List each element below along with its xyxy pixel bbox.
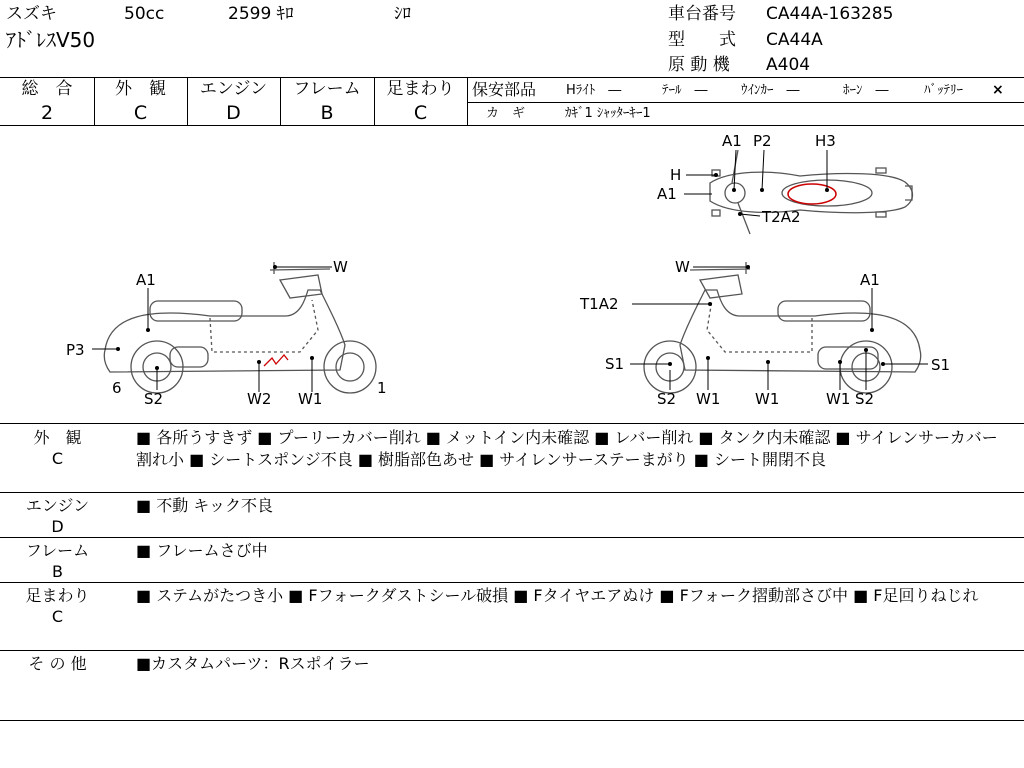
suspension-grade: C [413, 102, 428, 124]
label-right-w: W [675, 258, 690, 276]
battery-ng-mark: × [992, 82, 1004, 98]
key-value: ｶｷﾞ1 ｼｬｯﾀｰｷｰ1 [565, 106, 651, 121]
model-name: ｱﾄﾞﾚｽV50 [6, 28, 96, 52]
leader-lines [92, 150, 928, 392]
marker-dots [116, 173, 885, 370]
damage-mark [788, 184, 836, 204]
section-grade: D [51, 517, 64, 536]
frame-number-value: CA44A-163285 [766, 4, 894, 24]
suspension-label: 足まわり [386, 79, 455, 99]
label-top-a1b: A1 [657, 185, 677, 203]
damage-mark [264, 355, 288, 366]
damage-diagram [0, 126, 1024, 423]
label-right-s1: S1 [605, 355, 625, 373]
engine-model-label: 原 動 機 [668, 55, 730, 75]
engine-grade: D [226, 102, 241, 124]
label-left-1: 1 [377, 379, 387, 397]
label-right-s1b: S1 [931, 356, 951, 374]
label-left-p3: P3 [66, 341, 85, 359]
section-comment: ■ ステムがたつき小 ■ Fフォークダストシール破損 ■ Fタイヤエアぬけ ■ Fフォーク摺動部さび中 ■ F足回りねじれ [136, 586, 979, 605]
frame-number-label: 車台番号 [668, 4, 736, 24]
divider [0, 650, 1024, 651]
divider [0, 492, 1024, 493]
section-label: そ の 他 [28, 654, 87, 673]
section-label: 外 観 [33, 428, 82, 447]
label-top-a1: A1 [722, 132, 742, 150]
label-right-s2b: S2 [855, 390, 875, 408]
taillight-status: ﾃｰﾙ ― [662, 83, 708, 98]
exterior-grade: C [133, 102, 148, 124]
frame-grade: B [320, 102, 334, 124]
battery-status: ﾊﾞｯﾃﾘｰ [924, 83, 963, 98]
section-grade: B [52, 562, 63, 581]
color: ｼﾛ [394, 4, 411, 24]
divider [467, 77, 468, 125]
label-right-w1: W1 [696, 390, 721, 408]
label-left-6: 6 [112, 379, 122, 397]
label-right-a1: A1 [860, 271, 880, 289]
winker-status: ｳｲﾝｶｰ ― [741, 83, 800, 98]
label-right-t1a2: T1A2 [580, 295, 619, 313]
headlight-status: Hﾗｲﾄ ― [566, 83, 622, 98]
section-label: 足まわり [25, 586, 90, 605]
section-comment: ■ 不動 キック不良 [136, 496, 273, 515]
divider [0, 77, 1024, 78]
key-label: カ ギ [486, 106, 526, 121]
displacement: 50cc [124, 4, 165, 24]
frame-label: フレーム [293, 79, 361, 99]
label-right-w1c: W1 [826, 390, 851, 408]
label-left-a1: A1 [136, 271, 156, 289]
exterior-label: 外 観 [115, 79, 166, 99]
section-label: エンジン [25, 496, 90, 515]
label-left-w: W [333, 258, 348, 276]
section-grade: C [51, 607, 64, 626]
scooter-top-view [710, 150, 913, 234]
label-top-h3: H3 [815, 132, 836, 150]
maker: スズキ [6, 4, 57, 24]
overall-grade: 2 [40, 102, 54, 124]
label-right-w1b: W1 [755, 390, 780, 408]
label-right-s2: S2 [657, 390, 677, 408]
divider [0, 720, 1024, 721]
engine-model-value: A404 [766, 55, 811, 75]
horn-status: ﾎｰﾝ ― [843, 83, 889, 98]
divider [0, 423, 1024, 424]
overall-label: 総 合 [21, 79, 73, 99]
label-left-w1: W1 [298, 390, 323, 408]
safety-label: 保安部品 [472, 80, 537, 99]
label-top-p2: P2 [753, 132, 772, 150]
label-top-t2a2: T2A2 [762, 208, 801, 226]
divider [468, 102, 1024, 103]
type-label: 型 式 [668, 30, 736, 50]
engine-label: エンジン [199, 79, 268, 99]
label-left-s2: S2 [144, 390, 164, 408]
section-comment: ■ 各所うすきず ■ プーリーカバー削れ ■ メットイン内未確認 ■ レバー削れ ■ タンク内未確認 ■ サイレンサーカバー割れ小 ■ シートスポンジ不良 ■ 樹脂部色あせ ■ サイレンサーステーまがり ■ シート開閉不良 [136, 428, 998, 469]
mileage: 2599 ｷﾛ [228, 4, 294, 24]
label-left-w2: W2 [247, 390, 272, 408]
section-grade: C [51, 449, 64, 468]
section-comment: ■カスタムパーツ：Rスポイラー [136, 654, 370, 673]
divider [0, 582, 1024, 583]
type-value: CA44A [766, 30, 823, 50]
section-comment: ■ フレームさび中 [136, 541, 268, 560]
section-label: フレーム [25, 541, 90, 560]
divider [0, 537, 1024, 538]
label-top-h: H [670, 166, 682, 184]
